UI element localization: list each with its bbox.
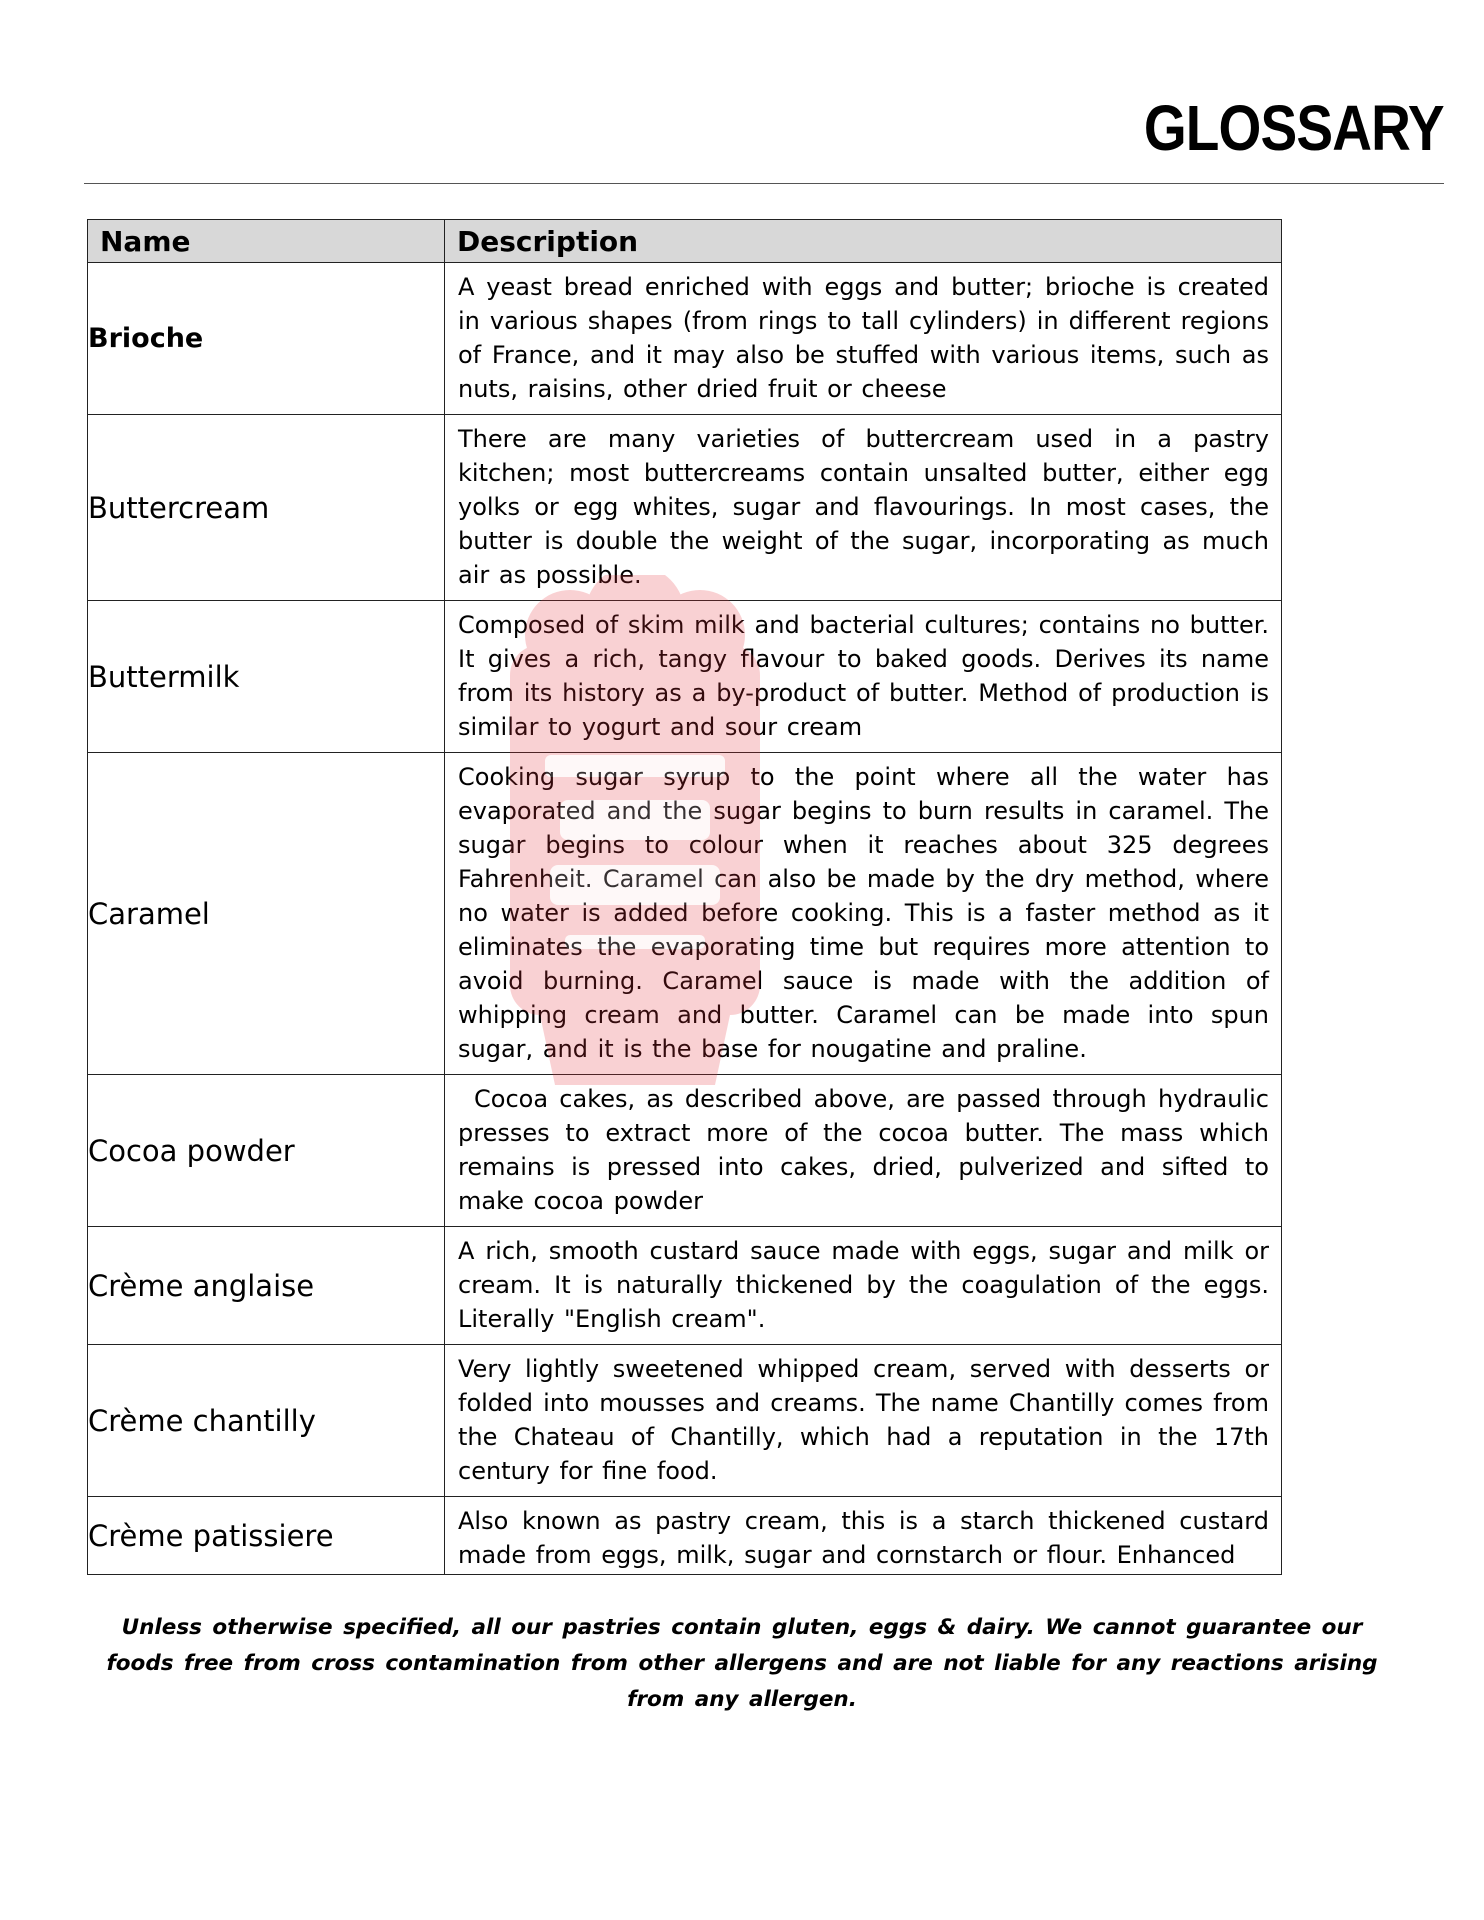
table-row: [88, 1075, 1282, 1227]
term-name: Cocoa powder: [88, 1075, 445, 1227]
page-title: GLOSSARY: [1144, 92, 1444, 164]
term-description: There are many varieties of buttercream used in a pastry kitchen; most buttercreams contain unsalted butter, either egg yolks or egg whites, sugar and flavourings. In most cases, the butter is double the weight of the sugar, incorporating as much air as possible.: [458, 425, 1269, 589]
term-name: Crème anglaise: [88, 1227, 445, 1345]
table-header-row: [88, 220, 1282, 263]
term-name: Buttercream: [88, 415, 445, 601]
term-description: A rich, smooth custard sauce made with eggs, sugar and milk or cream. It is naturally thickened by the coagulation of the eggs. Literally "English cream".: [458, 1237, 1269, 1333]
term-name: Brioche: [88, 263, 445, 415]
table-row: [88, 1227, 1282, 1345]
term-description: Cocoa cakes, as described above, are passed through hydraulic presses to extract more of the cocoa butter. The mass which remains is pressed into cakes, dried, pulverized and sifted to make cocoa powder: [458, 1085, 1269, 1215]
glossary-table: [87, 219, 1282, 1575]
table-row: [88, 263, 1282, 415]
column-header-description: Description: [445, 220, 1282, 263]
table-row: [88, 753, 1282, 1075]
column-header-name: Name: [88, 220, 445, 263]
table-row: [88, 601, 1282, 753]
term-name: Buttermilk: [88, 601, 445, 753]
table-row: [88, 415, 1282, 601]
term-name: Crème patissiere: [88, 1497, 445, 1575]
table-row: [88, 1345, 1282, 1497]
term-description: Composed of skim milk and bacterial cultures; contains no butter. It gives a rich, tangy flavour to baked goods. Derives its name from its history as a by-product of butter. Method of production is similar to yogurt and sour cream: [458, 611, 1269, 741]
term-description: Very lightly sweetened whipped cream, served with desserts or folded into mousses and creams. The name Chantilly comes from the Chateau of Chantilly, which had a reputation in the 17th century for fine food.: [458, 1355, 1269, 1485]
table-row: [88, 1497, 1282, 1575]
term-description: A yeast bread enriched with eggs and butter; brioche is created in various shapes (from rings to tall cylinders) in different regions of France, and it may also be stuffed with various items, such as nuts, raisins, other dried fruit or cheese: [458, 273, 1269, 403]
term-name: Caramel: [88, 753, 445, 1075]
term-name: Crème chantilly: [88, 1345, 445, 1497]
term-description: Cooking sugar syrup to the point where all the water has evaporated and the sugar begins to burn results in caramel. The sugar begins to colour when it reaches about 325 degrees Fahrenheit. Caramel can also be made by the dry method, where no water is added before cooking. This is a faster method as it eliminates the evaporating time but requires more attention to avoid burning. Caramel sauce is made with the addition of whipping cream and butter. Caramel can be made into spun sugar, and it is the base for nougatine and praline.: [458, 763, 1269, 1063]
allergen-disclaimer: Unless otherwise specified, all our pastries contain gluten, eggs & dairy. We cannot guarantee our foods free from cross contamination from other allergens and are not liable for any reactions arising from any allergen.: [106, 1615, 1378, 1712]
term-description: Also known as pastry cream, this is a starch thickened custard made from eggs, milk, sugar and cornstarch or flour. Enhanced: [458, 1507, 1269, 1569]
title-divider: [84, 183, 1444, 184]
